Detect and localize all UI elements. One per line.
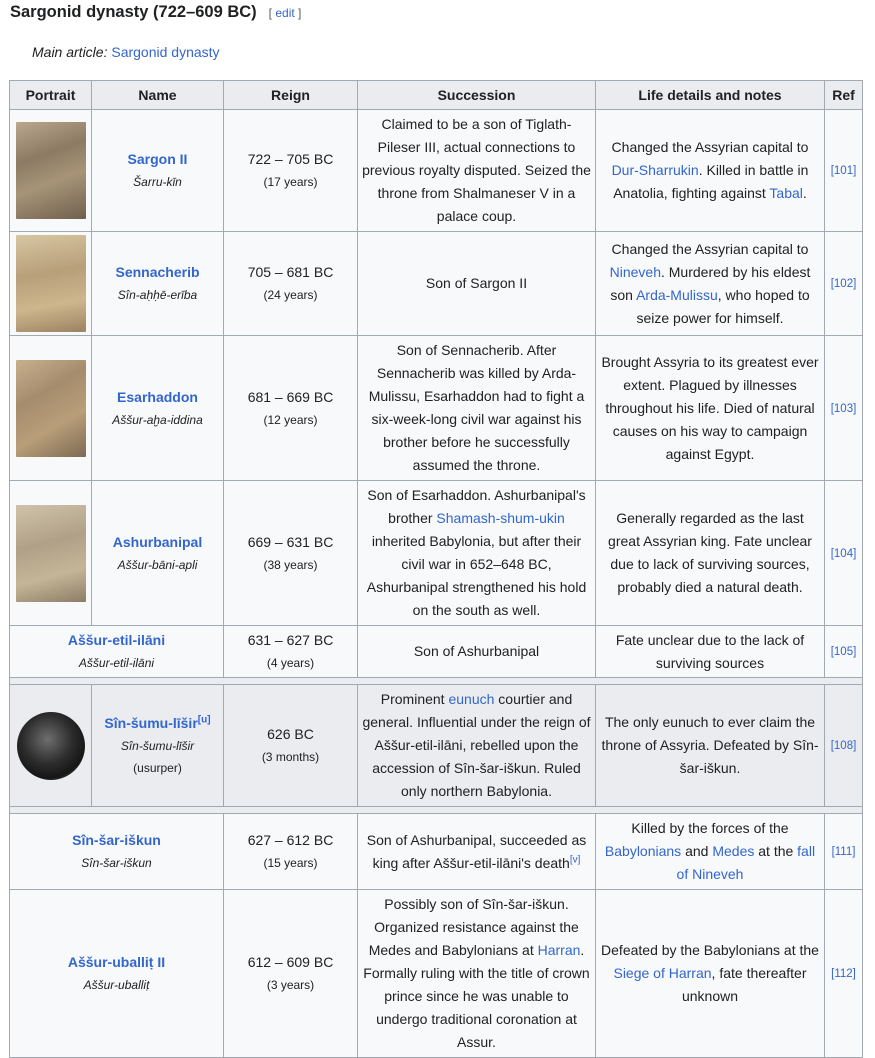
life-cell	[596, 890, 825, 1058]
reign-length: (15 years)	[263, 856, 318, 870]
life-text: .	[802, 185, 807, 201]
name-cell	[92, 685, 224, 807]
portrait-cell	[10, 336, 92, 481]
section-heading	[10, 3, 301, 25]
ref-link[interactable]: [111]	[831, 846, 856, 858]
akkadian-name: Šarru-kīn	[133, 175, 182, 189]
life-link[interactable]: Arda-Mulissu	[636, 286, 718, 303]
reign-cell	[224, 890, 358, 1058]
life-text: , fate thereafter unknown	[681, 965, 807, 1004]
header-row	[10, 81, 863, 110]
ref-cell	[825, 110, 863, 232]
ref-cell	[825, 890, 863, 1058]
life-text: . Murdered by his eldest son	[610, 263, 811, 303]
main-article-link[interactable]: Sargonid dynasty	[111, 44, 220, 60]
life-link[interactable]: fall of Nineveh	[676, 843, 816, 882]
table-row	[10, 336, 863, 481]
akkadian-name: Sîn-šar-iškun	[81, 856, 152, 870]
succession-link[interactable]: Shamash-shum-ukin	[436, 510, 565, 526]
succession-link[interactable]: Harran	[537, 942, 581, 958]
name-cell	[10, 626, 224, 678]
succession-cell	[358, 814, 596, 890]
name-cell	[10, 814, 224, 890]
succession-text: Prominent	[380, 691, 449, 707]
ref-cell	[825, 685, 863, 807]
reign-dates: 631 – 627 BC	[247, 632, 334, 648]
table-row	[10, 814, 863, 890]
life-text: . Killed in battle in Anatolia, fighting against	[613, 162, 809, 201]
succession-cell	[358, 890, 596, 1058]
reign-cell	[224, 232, 358, 336]
king-link[interactable]: Esarhaddon	[117, 388, 198, 405]
life-text: Killed by the forces of the	[631, 820, 789, 836]
reign-dates: 627 – 612 BC	[247, 832, 334, 848]
reign-dates: 626 BC	[267, 726, 314, 742]
row-separator	[10, 678, 863, 685]
section-title: Sargonid dynasty (722–609 BC)	[10, 3, 257, 21]
sargon-portrait[interactable]	[16, 122, 86, 219]
life-link[interactable]: Nineveh	[609, 263, 661, 280]
reign-length: (12 years)	[263, 412, 318, 427]
footnote[interactable]: [u]	[197, 714, 211, 726]
col-reign: Reign	[224, 81, 358, 110]
reign-cell	[224, 814, 358, 890]
ref-link[interactable]: [108]	[830, 740, 857, 752]
col-portrait: Portrait	[10, 81, 92, 110]
succession-text: Possibly son of Sîn-šar-iškun. Organized resistance against the Medes and Babylonians at	[368, 896, 579, 958]
footnote[interactable]: [v]	[569, 853, 581, 865]
ashurbanipal-portrait[interactable]	[16, 505, 86, 602]
reign-dates: 722 – 705 BC	[247, 151, 334, 167]
king-link[interactable]	[96, 712, 219, 735]
ref-cell	[825, 626, 863, 678]
succession-cell	[358, 685, 596, 807]
portrait-cell	[10, 232, 92, 336]
reign-length: (38 years)	[263, 557, 318, 572]
name-cell	[92, 110, 224, 232]
col-name: Name	[92, 81, 224, 110]
row-separator	[10, 807, 863, 814]
ref-link[interactable]: [102]	[830, 278, 857, 290]
edit-link[interactable]: edit	[275, 6, 295, 20]
ref-link[interactable]: [103]	[830, 402, 857, 415]
life-cell: Fate unclear due to the lack of surviving sources	[596, 626, 825, 678]
akkadian-name: Sîn-aḥḥē-erība	[117, 288, 198, 302]
reign-dates: 705 – 681 BC	[247, 264, 334, 280]
succession-text: . Formally ruling with the title of crown prince since he was unable to undergo traditional coronation at Assur.	[363, 942, 590, 1050]
name-cell	[92, 232, 224, 336]
ref-cell	[825, 336, 863, 481]
succession-text: courtier and general. Influential under the reign of Aššur-etil-ilāni, rebelled upon the accession of Sîn-šar-iškun. Ruled only northern Babylonia.	[362, 691, 591, 799]
life-link[interactable]: Dur-Sharrukin	[611, 162, 699, 178]
ref-link[interactable]: [101]	[830, 165, 857, 177]
reign-cell	[224, 481, 358, 626]
name-cell	[10, 890, 224, 1058]
reign-cell	[224, 685, 358, 807]
succession-cell: Claimed to be a son of Tiglath-Pileser III, actual connections to previous royalty disputed. Seized the throne from Shalmaneser V in a palace coup.	[358, 110, 596, 232]
king-link[interactable]: Sîn-šar-iškun	[72, 832, 161, 848]
reign-length: (24 years)	[263, 288, 318, 302]
life-text: at the	[754, 843, 798, 859]
life-text: Changed the Assyrian capital to	[611, 139, 809, 155]
portrait-cell	[10, 481, 92, 626]
life-text: , who hoped to seize power for himself.	[636, 286, 810, 326]
sin-sumu-lisir-seal[interactable]	[17, 712, 85, 780]
life-link[interactable]: Tabal	[769, 185, 803, 201]
life-cell: Generally regarded as the last great Assyrian king. Fate unclear due to lack of surviving sources, probably died a natural death.	[596, 481, 825, 626]
succession-text: Son of Esarhaddon. Ashurbanipal's brother	[367, 487, 586, 526]
table-row	[10, 481, 863, 626]
esarhaddon-portrait[interactable]	[16, 360, 86, 457]
reign-cell	[224, 336, 358, 481]
separator-cell	[10, 807, 863, 814]
table-row	[10, 626, 863, 678]
sennacherib-portrait[interactable]	[16, 235, 86, 332]
succession-link[interactable]: eunuch	[448, 691, 495, 707]
life-cell	[596, 814, 825, 890]
hatnote-prefix: Main article:	[32, 44, 112, 60]
col-ref: Ref	[825, 81, 863, 110]
king-link[interactable]: Sargon II	[127, 151, 188, 167]
reign-length: (4 years)	[266, 656, 315, 670]
reign-length: (3 months)	[261, 750, 320, 764]
ref-link[interactable]: [112]	[831, 968, 856, 980]
succession-cell: Son of Ashurbanipal	[358, 626, 596, 678]
akkadian-name: Sîn-šumu-līšir	[120, 739, 195, 753]
kings-table	[9, 80, 863, 1058]
life-text: and	[681, 843, 713, 859]
akkadian-name: Aššur-bāni-apli	[117, 557, 198, 572]
king-link[interactable]: Aššur-etil-ilāni	[67, 632, 166, 648]
akkadian-name: Aššur-etil-ilāni	[78, 656, 155, 670]
akkadian-name: Aššur-uballiṭ	[83, 978, 150, 992]
life-link[interactable]: Siege of Harran	[613, 965, 712, 981]
ref-link[interactable]: [105]	[830, 646, 857, 658]
succession-cell: Son of Sargon II	[358, 232, 596, 336]
table-row	[10, 232, 863, 336]
reign-cell	[224, 626, 358, 678]
life-cell	[596, 110, 825, 232]
col-succession: Succession	[358, 81, 596, 110]
reign-cell	[224, 110, 358, 232]
king-name: Sîn-šumu-līšir	[104, 715, 198, 731]
name-cell	[92, 336, 224, 481]
ref-link[interactable]: [104]	[830, 547, 857, 560]
reign-dates: 681 – 669 BC	[247, 388, 334, 405]
life-link[interactable]: Babylonians	[604, 843, 682, 859]
life-cell: The only eunuch to ever claim the throne of Assyria. Defeated by Sîn-šar-iškun.	[596, 685, 825, 807]
king-link[interactable]: Aššur-uballiṭ II	[67, 954, 166, 970]
king-link[interactable]: Sennacherib	[115, 264, 200, 280]
portrait-cell	[10, 110, 92, 232]
life-cell	[596, 232, 825, 336]
life-text: Defeated by the Babylonians at the	[601, 942, 819, 958]
ref-cell	[825, 232, 863, 336]
akkadian-name: Aššur-aḫa-iddina	[112, 412, 203, 427]
usurper-note: (usurper)	[133, 761, 182, 775]
reign-dates: 612 – 609 BC	[247, 954, 334, 970]
succession-text: inherited Babylonia, but after their civil war in 652–648 BC, Ashurbanipal strengthened his hold on the south as well.	[366, 533, 587, 618]
hatnote	[32, 44, 220, 60]
succession-cell	[358, 481, 596, 626]
separator-cell	[10, 678, 863, 685]
succession-cell: Son of Sennacherib. After Sennacherib was killed by Arda-Mulissu, Esarhaddon had to fight a six-week-long civil war against his brother before he successfully assumed the throne.	[358, 336, 596, 481]
reign-length: (3 years)	[266, 978, 315, 992]
succession-text: Son of Ashurbanipal, succeeded as king after Aššur-etil-ilāni's death	[366, 831, 587, 871]
portrait-cell	[10, 685, 92, 807]
name-cell	[92, 481, 224, 626]
table-row	[10, 110, 863, 232]
edit-section: [ edit ]	[268, 6, 302, 20]
reign-dates: 669 – 631 BC	[247, 533, 334, 550]
ref-cell	[825, 814, 863, 890]
life-cell: Brought Assyria to its greatest ever extent. Plagued by illnesses throughout his life. Died of natural causes on his way to campaign against Egypt.	[596, 336, 825, 481]
reign-length: (17 years)	[263, 175, 318, 189]
ref-cell	[825, 481, 863, 626]
table-row	[10, 685, 863, 807]
life-text: Changed the Assyrian capital to	[611, 240, 809, 257]
king-link[interactable]: Ashurbanipal	[112, 533, 203, 550]
col-life: Life details and notes	[596, 81, 825, 110]
life-link[interactable]: Medes	[712, 843, 755, 859]
table-row	[10, 890, 863, 1058]
